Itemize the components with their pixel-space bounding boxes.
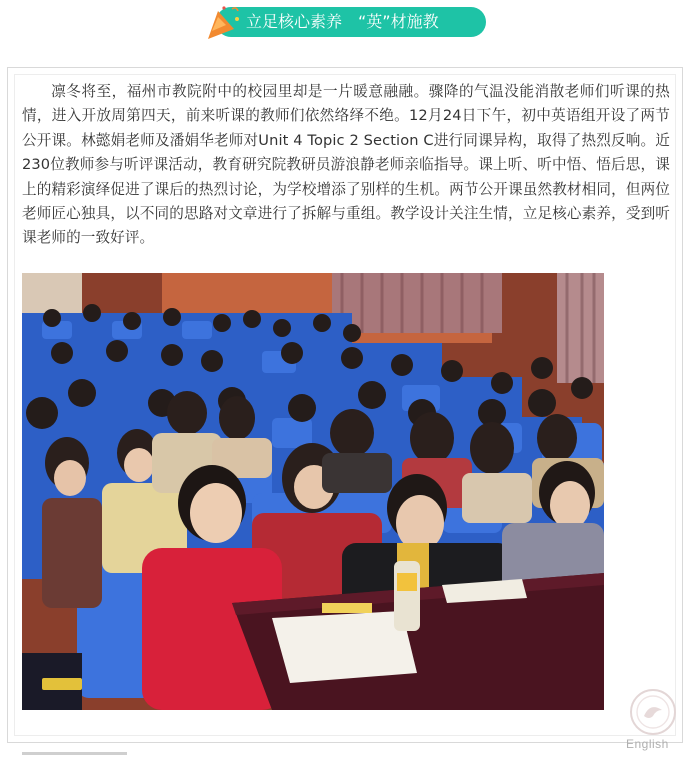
school-logo-icon [620,688,686,736]
divider [22,752,127,755]
party-popper-icon [206,5,242,41]
article-paragraph: 凛冬将至，福州市教院附中的校园里却是一片暖意融融。骤降的气温没能消散老师们听课的热情，进入开放周第四天，前来听课的教师们依然络绎不绝。12月24日下午，初中英语组开设了两节公开课。林懿娟老师及潘娟华老师对Unit 4 Topic 2 Section C进行同课异构，取得了热烈反响。近230位教师参与听评课活动，教育研究院教研员游浪静老师亲临指导。课上听、听中悟、悟后思，课上的精彩演绎促进了课后的热烈讨论，为学校增添了别样的生机。两节公开课虽然教材相同，但两位老师匠心独具，以不同的思路对文章进行了拆解与重组。教学设计关注生情，立足核心素养，受到听课老师的一致好评。 [22,83,670,247]
section-title-banner [206,5,486,39]
section-title: 立足核心素养 “英”材施教 [216,7,486,37]
english-language-link[interactable]: English [626,737,669,751]
article-photo [22,273,604,710]
